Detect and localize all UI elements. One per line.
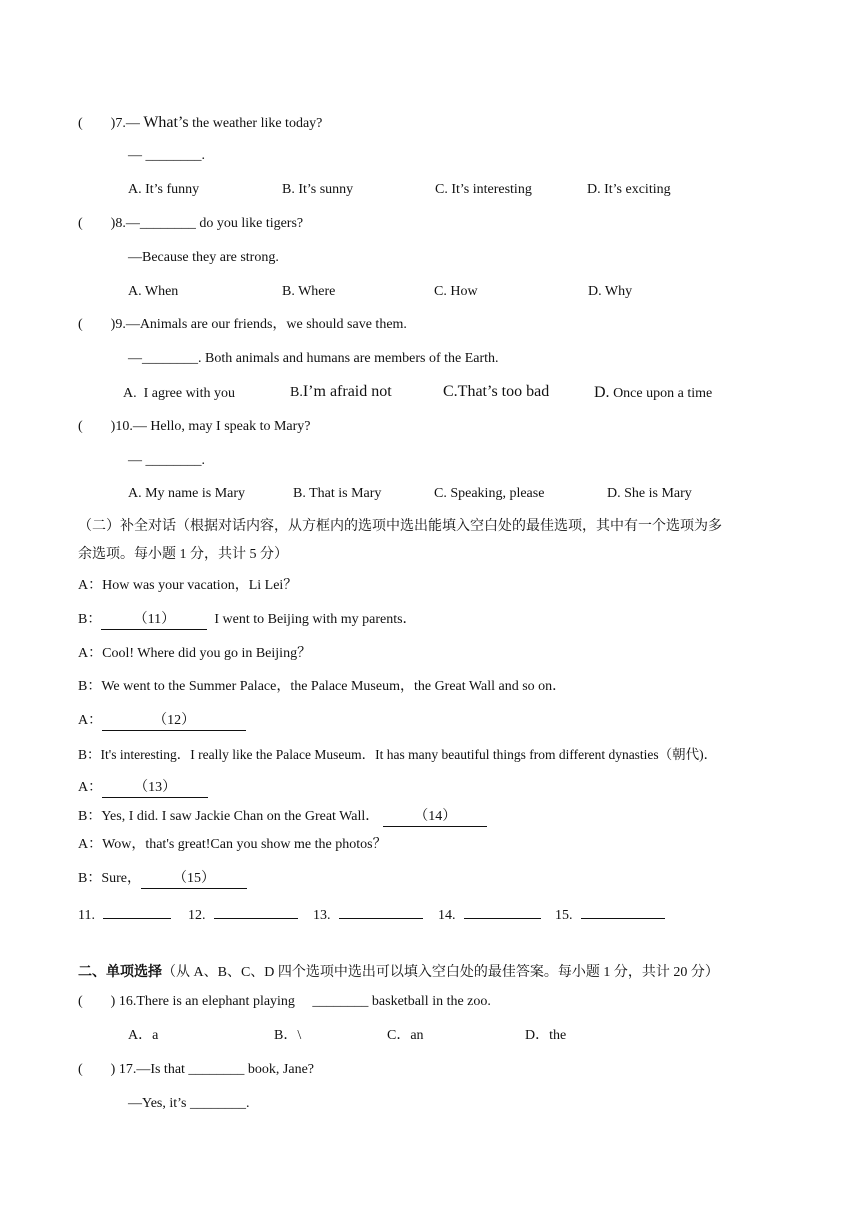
q7-reply: — ________.	[128, 148, 205, 163]
speaker-label: A：	[78, 780, 103, 795]
q8-option-c: C. How	[434, 284, 478, 299]
section2-instruction-line1: （二）补全对话（根据对话内容，从方框内的选项中选出能填入空白处的最佳选项，其中有一个选项为多	[78, 519, 722, 534]
blank-label: （15）	[173, 871, 216, 886]
blank-14[interactable]	[383, 808, 487, 827]
dialogue-line-6	[78, 746, 717, 764]
dialogue-text: I went to Beijing with my parents．	[207, 612, 417, 627]
dialogue-text: Cool! Where did you go in Beijing？	[102, 646, 312, 661]
speaker-label: B：	[78, 809, 102, 824]
q17-reply: —Yes, it’s ________.	[128, 1096, 250, 1111]
speaker-label: B：	[78, 747, 101, 762]
q7-stem-big: What’s	[143, 114, 189, 131]
q7-stem	[78, 114, 322, 133]
dialogue-text: Sure，	[101, 871, 142, 886]
blank-label: （13）	[134, 780, 177, 795]
section2-instruction-line2: 余选项。每小题 1 分，共计 5 分）	[78, 547, 288, 562]
q9-option-c: C.That’s too bad	[443, 383, 550, 400]
answer-line[interactable]	[581, 918, 665, 919]
q10-option-b: B. That is Mary	[293, 486, 382, 501]
q16-option-c: C．an	[387, 1028, 424, 1043]
answer-line[interactable]	[214, 918, 298, 919]
blank-label: （12）	[153, 713, 196, 728]
q9-option-b-big: I’m afraid not	[302, 383, 392, 400]
answer-number: 15.	[555, 908, 573, 923]
q7-stem-prefix: ( )7.—	[78, 116, 144, 131]
q9-stem: ( )9.—Animals are our friends，we should save them.	[78, 317, 407, 332]
speaker-label: A：	[78, 646, 103, 661]
q16-stem: ( ) 16.There is an elephant playing ________ basketball in the zoo.	[78, 994, 491, 1009]
answer-number: 13.	[313, 908, 331, 923]
q10-stem: ( )10.— Hello, may I speak to Mary?	[78, 419, 311, 434]
answer-line[interactable]	[103, 918, 171, 919]
blank-label: （11）	[133, 612, 176, 627]
q7-option-c: C. It’s interesting	[435, 182, 532, 197]
dialogue-line-4	[78, 678, 566, 696]
dialogue-text: Wow，that's great!Can you show me the photos？	[102, 837, 387, 852]
answer-line[interactable]	[464, 918, 541, 919]
speaker-label: A：	[78, 837, 103, 852]
dialogue-line-5	[78, 712, 246, 731]
part2-heading-line	[78, 964, 719, 982]
speaker-label: B：	[78, 612, 102, 627]
dialogue-text: We went to the Summer Palace，the Palace Museum，the Great Wall and so on．	[101, 679, 567, 694]
blank-label: （14）	[414, 809, 457, 824]
q10-option-c: C. Speaking, please	[434, 486, 545, 501]
dialogue-line-7	[78, 779, 208, 798]
speaker-label: B：	[78, 871, 102, 886]
blank-12[interactable]	[102, 712, 246, 731]
q7-option-b: B. It’s sunny	[282, 182, 354, 197]
q9-option-a: A. I agree with you	[123, 386, 235, 401]
q10-option-a: A. My name is Mary	[128, 486, 246, 501]
dialogue-line-9	[78, 836, 387, 854]
q8-stem: ( )8.—________ do you like tigers?	[78, 216, 304, 231]
answer-number: 14.	[438, 908, 456, 923]
q7-option-d: D. It’s exciting	[587, 182, 671, 197]
dialogue-text: Yes, I did. I saw Jackie Chan on the Great Wall．	[101, 809, 380, 824]
speaker-label: A：	[78, 578, 103, 593]
speaker-label: B：	[78, 679, 102, 694]
blank-15[interactable]	[141, 870, 247, 889]
q8-option-a: A. When	[128, 284, 179, 299]
dialogue-text: How was your vacation，Li Lei？	[102, 578, 298, 593]
answer-line[interactable]	[339, 918, 423, 919]
q16-option-a: A．a	[128, 1028, 159, 1043]
answer-blank-15[interactable]	[555, 907, 665, 925]
q16-option-b: B．\	[274, 1028, 302, 1043]
speaker-label: A：	[78, 713, 103, 728]
q16-option-d: D．the	[525, 1028, 567, 1043]
q7-stem-rest: the weather like today?	[188, 116, 323, 131]
q17-stem: ( ) 17.—Is that ________ book, Jane?	[78, 1062, 315, 1077]
q8-option-b: B. Where	[282, 284, 336, 299]
answer-blank-11[interactable]	[78, 907, 171, 925]
blank-11[interactable]	[101, 611, 207, 630]
part2-heading: 二、单项选择	[78, 965, 162, 980]
dialogue-text: It's interesting．I really like the Palace Museum．It has many beautiful things from different dynasties（朝代)．	[100, 747, 718, 762]
answer-number: 12.	[188, 908, 206, 923]
dialogue-line-8	[78, 808, 487, 827]
answer-blank-12[interactable]	[188, 907, 298, 925]
dialogue-line-3	[78, 645, 311, 663]
q10-option-d: D. She is Mary	[607, 486, 692, 501]
q9-option-d-prefix: D.	[594, 384, 610, 401]
answer-number: 11.	[78, 908, 95, 923]
q10-reply: — ________.	[128, 453, 205, 468]
blank-13[interactable]	[102, 779, 208, 798]
answer-blank-13[interactable]	[313, 907, 423, 925]
dialogue-line-1	[78, 577, 297, 595]
q9-reply: —________. Both animals and humans are members of the Earth.	[128, 351, 499, 366]
q9-option-b-prefix: B.	[290, 385, 303, 400]
dialogue-line-10	[78, 870, 247, 889]
q9-option-d-rest: Once upon a time	[609, 386, 713, 401]
q8-reply: —Because they are strong.	[128, 250, 279, 265]
part2-instruction: （从 A、B、C、D 四个选项中选出可以填入空白处的最佳答案。每小题 1 分，共计 20 分）	[162, 965, 719, 980]
q9-option-b	[290, 383, 392, 402]
answer-blank-14[interactable]	[438, 907, 541, 925]
q7-option-a: A. It’s funny	[128, 182, 200, 197]
q9-option-d	[594, 384, 712, 403]
dialogue-line-2	[78, 611, 417, 630]
q8-option-d: D. Why	[588, 284, 633, 299]
